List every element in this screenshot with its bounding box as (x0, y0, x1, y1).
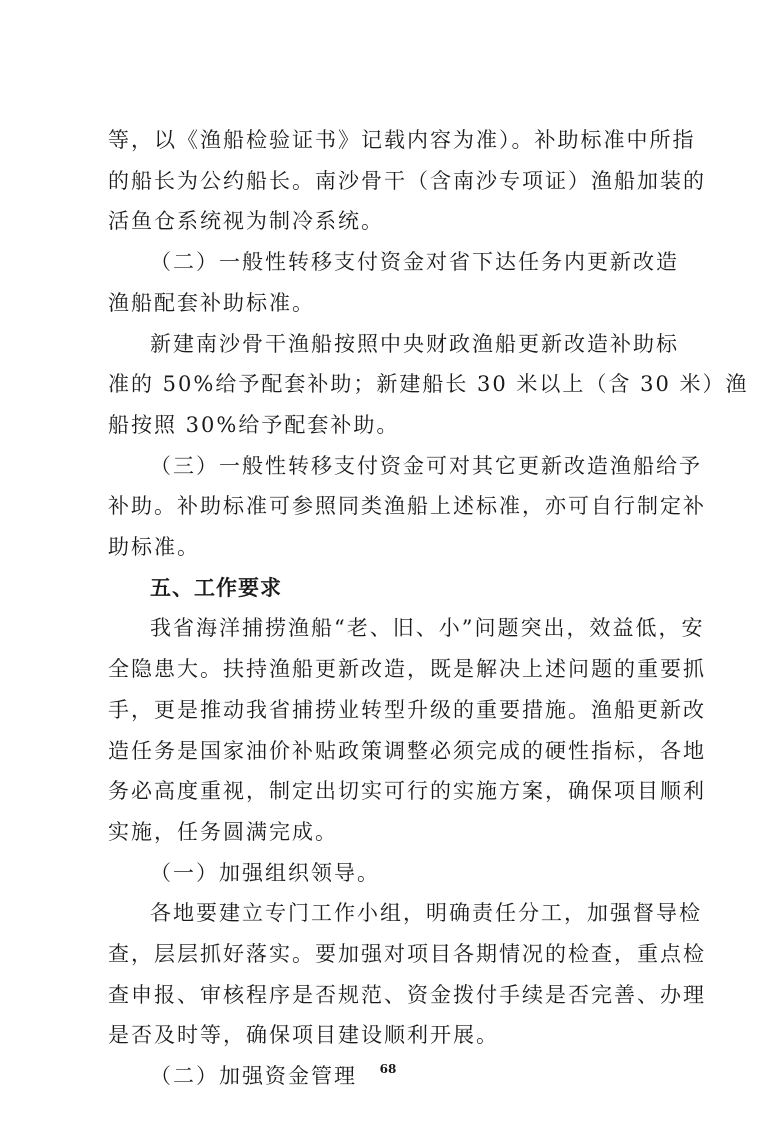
section-heading: 五、工作要求 (150, 575, 282, 600)
text-line-21: 查，层层抓好落实。要加强对项目各期情况的检查，重点检 (108, 942, 706, 966)
text-line-15: 手，更是推动我省捕捞业转型升级的重要措施。渔船更新改 (108, 697, 706, 722)
text-line-18: 实施，任务圆满完成。 (108, 819, 338, 844)
text-line-5: 渔船配套补助标准。 (108, 290, 315, 315)
text-line-20: 各地要建立专门工作小组，明确责任分工，加强督导检 (150, 901, 702, 926)
text-line-3: 活鱼仓系统视为制冷系统。 (108, 209, 384, 234)
text-line-22: 查申报、审核程序是否规范、资金拨付手续是否完善、办理 (108, 982, 706, 1007)
text-line-2: 的船长为公约船长。南沙骨干（含南沙专项证）渔船加装的 (108, 168, 706, 193)
text-line-13: 我省海洋捕捞渔船“老、旧、小”问题突出，效益低，安 (150, 616, 705, 641)
text-line-24: （二）加强资金管理 (150, 1064, 357, 1089)
text-line-14: 全隐患大。扶持渔船更新改造，既是解决上述问题的重要抓 (108, 657, 706, 682)
text-line-7: 准的 50%给予配套补助；新建船长 30 米以上（含 30 米）渔 (108, 372, 749, 397)
text-line-17: 务必高度重视，制定出切实可行的实施方案，确保项目顺利 (108, 779, 706, 804)
text-line-19: （一）加强组织领导。 (150, 860, 380, 885)
text-line-4: （二）一般性转移支付资金对省下达任务内更新改造 (150, 250, 679, 275)
text-line-11: 助标准。 (108, 535, 200, 559)
page-number: 68 (379, 1062, 397, 1076)
text-line-9: （三）一般性转移支付资金可对其它更新改造渔船给予 (150, 453, 702, 478)
text-line-8: 船按照 30%给予配套补助。 (108, 412, 400, 437)
text-line-16: 造任务是国家油价补贴政策调整必须完成的硬性指标，各地 (108, 738, 706, 763)
text-line-23: 是否及时等，确保项目建设顺利开展。 (108, 1023, 499, 1048)
text-line-6: 新建南沙骨干渔船按照中央财政渔船更新改造补助标 (150, 331, 679, 356)
text-line-1: 等，以《渔船检验证书》记载内容为准）。补助标准中所指 (108, 128, 696, 152)
text-line-10: 补助。补助标准可参照同类渔船上述标准，亦可自行制定补 (108, 494, 706, 519)
